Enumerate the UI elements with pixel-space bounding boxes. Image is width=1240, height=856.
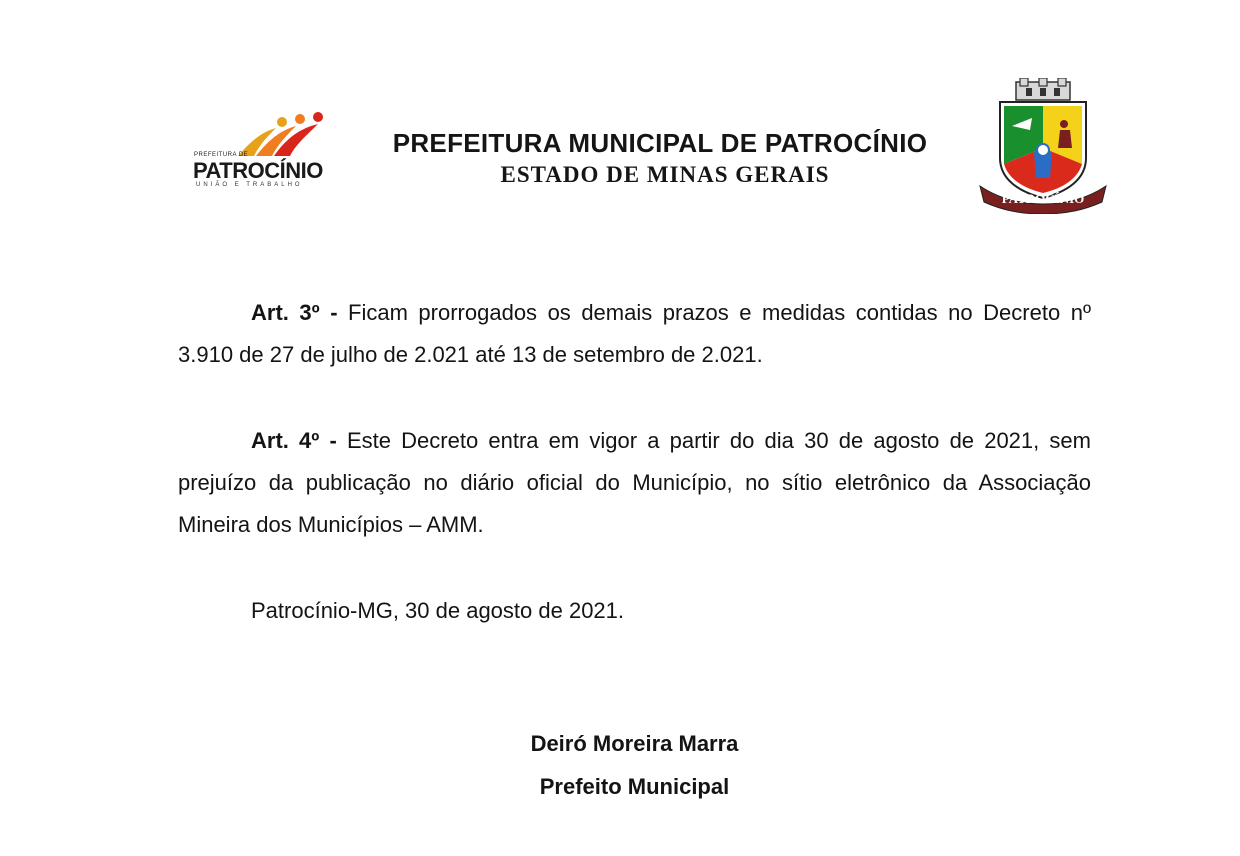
page-title: PREFEITURA MUNICIPAL DE PATROCÍNIO xyxy=(392,128,928,158)
article-3-label: Art. 3º - xyxy=(251,300,338,325)
decree-body xyxy=(178,292,1091,632)
article-4-text: Este Decreto entra em vigor a partir do dia 30 de agosto de 2021, sem prejuízo da publicação no diário oficial do Município, no sítio eletrônico da Associação Mineira dos Municípios – AMM. xyxy=(178,428,1091,537)
crest-ribbon-text: PATROCÍNIO xyxy=(1001,191,1085,206)
logo-tagline: UNIÃO E TRABALHO xyxy=(196,182,303,188)
page-subtitle: ESTADO DE MINAS GERAIS xyxy=(500,162,830,187)
logo-name: PATROCÍNIO xyxy=(193,158,323,183)
signatory-role: Prefeito Municipal xyxy=(539,774,730,799)
coat-of-arms-icon xyxy=(978,78,1108,214)
article-4 xyxy=(178,420,1091,546)
letterhead xyxy=(360,126,960,190)
article-4-label: Art. 4º - xyxy=(251,428,337,453)
coat-of-arms xyxy=(978,78,1108,214)
logo-small-text: PREFEITURA DE xyxy=(194,152,249,158)
article-3-text: Ficam prorrogados os demais prazos e medidas contidas no Decreto nº 3.910 de 27 de julho de 2.021 até 13 de setembro de 2.021. xyxy=(178,300,1091,367)
signatory-name: Deiró Moreira Marra xyxy=(530,731,739,756)
article-3 xyxy=(178,292,1091,376)
patrocinio-logo xyxy=(190,110,340,190)
date-line: Patrocínio-MG, 30 de agosto de 2021. xyxy=(251,598,625,623)
